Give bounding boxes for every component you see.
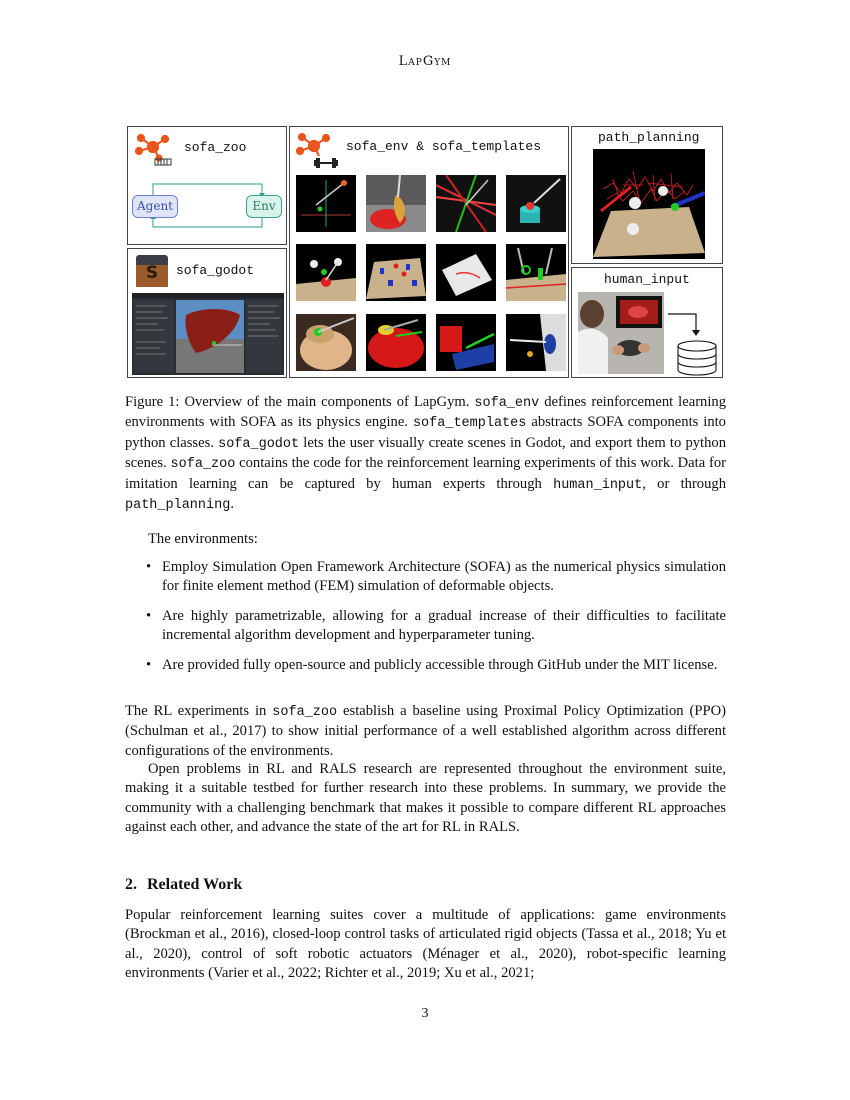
paragraph-related-work: Popular reinforcement learning suites cover a multitude of applications: game environments (Brockman et al., 2016), closed-loop control tasks of articulated rigid objects (Tassa et al., 2018; Yu et al., 2020), control of soft robotic actuators (Ménager et al., 2020), robot-specific learning environments (Varier et al., 2022; Richter et al., 2019; Xu et al., 2021; bbox=[125, 907, 726, 982]
agent-box bbox=[132, 195, 178, 218]
paragraph-open-problems: Open problems in RL and RALS research are represented throughout the environment suite, making it a suitable testbed for further research into these problems. In summary, we provide the community with a challenging benchmark that makes it possible to compare different RL approaches against each other, and advance the state of the art for RL in RALS. bbox=[125, 761, 726, 836]
section-number: 2. bbox=[125, 876, 137, 893]
sofa-godot-title: sofa_godot bbox=[176, 263, 255, 278]
running-head: LapGym bbox=[398, 54, 452, 69]
panel-sofa-godot bbox=[127, 248, 287, 378]
env-thumbnail-rope bbox=[436, 175, 496, 232]
sofa-godot-logo-icon bbox=[136, 255, 168, 287]
panel-sofa-zoo bbox=[127, 126, 287, 245]
paragraph-code: sofa_zoo bbox=[272, 705, 338, 720]
env-thumbnail-rope-threading bbox=[506, 314, 566, 371]
panel-human-input bbox=[571, 267, 723, 378]
env-thumbnail-reach bbox=[296, 175, 356, 232]
env-thumbnail-pick-and-place bbox=[366, 244, 426, 301]
caption-text: lets the user visually create scenes in Godot, and export them to python scenes. bbox=[125, 434, 726, 472]
paragraph-text: The RL experiments in bbox=[125, 703, 273, 719]
caption-text: abstracts SOFA components into python classes. bbox=[125, 414, 726, 451]
caption-code: sofa_godot bbox=[218, 436, 300, 452]
env-thumbnail-tissue-grasp bbox=[506, 175, 566, 232]
list-item: • Are highly parametrizable, allowing for a gradual increase of their difficulties to facilitate incremental algorithm development and hyperparameter tuning. bbox=[148, 607, 726, 646]
human-input-photo bbox=[578, 292, 664, 374]
caption-text: contains the code for the reinforcement learning experiments of this work. Data for imitation learning can be captured by human experts through bbox=[125, 455, 727, 492]
caption-code: path_planning bbox=[125, 498, 231, 514]
caption-text: , or through bbox=[642, 475, 726, 492]
page-number: 3 bbox=[421, 1006, 429, 1021]
record-arrow-icon bbox=[668, 312, 702, 336]
section-title: Related Work bbox=[147, 876, 243, 893]
sofa-env-logo-icon bbox=[294, 133, 338, 169]
env-thumbnail-tissue-retraction bbox=[436, 314, 496, 371]
env-thumbnail-gallbladder bbox=[296, 314, 356, 371]
sofa-zoo-logo-icon bbox=[133, 133, 173, 167]
caption-text: defines reinforcement learning environments with SOFA as its physics engine. bbox=[125, 394, 727, 431]
env-thumbnail-deflect bbox=[366, 175, 426, 232]
intro-text: The environments: bbox=[148, 531, 258, 547]
agent-label: Agent bbox=[137, 199, 173, 213]
panel-path-planning bbox=[571, 126, 723, 264]
figure-caption bbox=[125, 393, 726, 515]
list-item: • Employ Simulation Open Framework Architecture (SOFA) as the numerical physics simulation for finite element method (FEM) simulation of deformable objects. bbox=[148, 558, 726, 597]
panel-sofa-env bbox=[289, 126, 569, 378]
env-label: Env bbox=[252, 199, 276, 213]
sofa-env-title: sofa_env & sofa_templates bbox=[346, 139, 542, 154]
sofa-zoo-title: sofa_zoo bbox=[184, 140, 247, 155]
list-item: • Are provided fully open-source and publicly accessible through GitHub under the MIT license. bbox=[148, 656, 726, 675]
sofa-godot-logo-letter: S bbox=[145, 263, 159, 283]
caption-label: Figure 1: bbox=[125, 394, 180, 410]
env-thumbnail-thread-in-hole bbox=[506, 244, 566, 301]
caption-code: human_input bbox=[553, 477, 643, 493]
database-icon bbox=[676, 340, 718, 376]
path-planning-title: path_planning bbox=[598, 130, 700, 145]
caption-code: sofa_templates bbox=[412, 416, 527, 432]
path-planning-image bbox=[593, 149, 705, 259]
godot-editor-screenshot bbox=[132, 293, 284, 375]
env-thumbnail-ligating bbox=[296, 244, 356, 301]
caption-code: sofa_env bbox=[474, 396, 540, 411]
section-heading bbox=[125, 876, 242, 894]
human-input-title: human_input bbox=[604, 272, 690, 287]
paragraph-rl-experiments bbox=[125, 702, 726, 761]
env-box bbox=[246, 195, 282, 218]
env-thumbnail-tissue-dissection bbox=[366, 314, 426, 371]
env-thumbnail-cloth-cutting bbox=[436, 244, 496, 301]
paragraph-text: establish a baseline using Proximal Policy Optimization (PPO) (Schulman et al., 2017) to show initial performance of a well established algorithm across different configurations of the environments. bbox=[125, 703, 726, 759]
caption-code: sofa_zoo bbox=[170, 457, 236, 473]
environment-feature-list bbox=[148, 558, 726, 685]
caption-text: Overview of the main components of LapGym. bbox=[179, 394, 475, 410]
caption-text: . bbox=[230, 496, 234, 513]
